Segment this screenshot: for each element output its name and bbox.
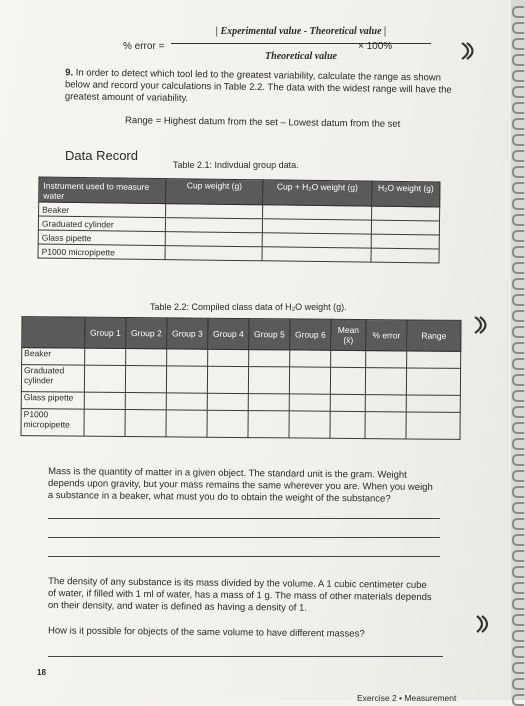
table2-header: Group 1 (85, 317, 126, 348)
spiral-ring (512, 150, 524, 162)
table2-header: Range (407, 320, 461, 351)
spiral-ring (512, 550, 524, 562)
data-cell[interactable] (290, 350, 331, 367)
table2-header: % error (366, 320, 407, 351)
page-number: 18 (37, 668, 46, 677)
spiral-ring (512, 294, 524, 306)
spiral-ring (512, 342, 524, 354)
table2-header: Group 5 (249, 319, 290, 350)
spiral-ring (512, 582, 524, 594)
table2-header: Mean (x̄) (331, 319, 366, 350)
spiral-ring (512, 134, 524, 146)
data-record-heading: Data Record (65, 148, 138, 163)
table1-header: Instrument used to measure water (39, 177, 166, 204)
data-cell[interactable] (166, 410, 207, 437)
spiral-ring (512, 422, 524, 434)
data-cell[interactable] (365, 368, 406, 395)
spiral-ring (512, 502, 524, 514)
audio-icon (458, 40, 480, 62)
data-cell[interactable] (248, 394, 289, 411)
data-cell[interactable] (84, 392, 125, 409)
data-cell[interactable] (262, 233, 371, 248)
data-cell[interactable] (207, 410, 248, 437)
spiral-ring (512, 214, 524, 226)
formula-denominator: Theoretical value (265, 51, 337, 62)
answer-line[interactable] (48, 556, 440, 557)
spiral-ring (512, 486, 524, 498)
data-cell[interactable] (371, 234, 439, 249)
data-cell[interactable] (125, 409, 166, 436)
row-label: Graduated cylinder (38, 216, 165, 232)
data-cell[interactable] (166, 366, 207, 393)
footer-section: Exercise 2 • Measurement (357, 693, 457, 703)
data-cell[interactable] (84, 409, 125, 436)
data-cell[interactable] (406, 412, 460, 439)
table-compiled-class-data (20, 316, 461, 440)
formula-label: % error = (123, 41, 165, 52)
data-cell[interactable] (365, 395, 406, 412)
data-cell[interactable] (371, 220, 439, 235)
spiral-ring (512, 38, 524, 50)
data-cell[interactable] (125, 365, 166, 392)
data-cell[interactable] (289, 394, 330, 411)
data-cell[interactable] (263, 205, 372, 220)
data-cell[interactable] (126, 348, 167, 365)
density-question: How is it possible for objects of the same volume to have different masses? (47, 625, 365, 640)
data-cell[interactable] (289, 411, 330, 438)
question-9-text: In order to detect which tool led to the greatest variability, calculate the range as shown below and record your calculations in Table 2.2. The data with the widest range will have the greatest amount of variability. (64, 67, 452, 104)
range-formula: Range = Highest datum from the set – Lowest datum from the set (124, 115, 401, 130)
data-cell[interactable] (249, 350, 290, 367)
spiral-ring (512, 566, 524, 578)
data-cell[interactable] (207, 393, 248, 410)
spiral-ring (512, 678, 524, 690)
spiral-ring (512, 102, 524, 114)
data-cell[interactable] (330, 411, 365, 438)
spiral-ring (512, 614, 524, 626)
spiral-ring (512, 54, 524, 66)
spiral-ring (512, 438, 524, 450)
spiral-ring (512, 646, 524, 658)
spiral-ring (512, 694, 524, 706)
spiral-ring (512, 374, 524, 386)
row-label: Glass pipette (38, 230, 165, 246)
spiral-ring (512, 310, 524, 322)
data-cell[interactable] (85, 348, 126, 365)
audio-icon (472, 613, 494, 635)
spiral-ring (512, 86, 524, 98)
data-cell[interactable] (262, 219, 371, 234)
question-9-number: 9. (65, 67, 74, 79)
table-row (21, 409, 460, 440)
spiral-ring (512, 470, 524, 482)
data-cell[interactable] (166, 393, 207, 410)
spiral-ring (512, 406, 524, 418)
spiral-ring (512, 534, 524, 546)
table2-header: Group 6 (290, 319, 331, 350)
spiral-ring (512, 22, 524, 34)
answer-line[interactable] (48, 518, 440, 519)
data-cell[interactable] (366, 351, 407, 368)
row-label: P1000 micropipette (38, 244, 165, 260)
data-cell[interactable] (365, 412, 406, 439)
spiral-ring (512, 518, 524, 530)
row-label: Graduated cylinder (21, 365, 84, 393)
spiral-ring (512, 326, 524, 338)
mass-paragraph: Mass is the quantity of matter in a given object. The standard unit is the gram. Weight depends upon gravity, but your mass remains the same wherever you are. When you weigh a substance in a beaker, what must you do to obtain the weight of the substance? (47, 465, 433, 505)
spiral-ring (512, 630, 524, 642)
table2-header: Group 4 (208, 318, 249, 349)
table1-caption: Table 2.1: Indivdual group data. (173, 160, 299, 170)
formula-numerator: | Experimental value - Theoretical value | (171, 26, 431, 44)
data-cell[interactable] (262, 247, 371, 262)
spiral-ring (512, 182, 524, 194)
data-cell[interactable] (371, 248, 439, 263)
data-cell[interactable] (330, 367, 365, 394)
spiral-ring (512, 598, 524, 610)
table2-caption: Table 2.2: Compiled class data of H₂O weight (g). (150, 302, 347, 312)
row-label: Beaker (22, 348, 85, 366)
question-9 (65, 67, 455, 108)
spiral-ring (512, 166, 524, 178)
formula-multiplier: × 100% (358, 41, 393, 52)
answer-line[interactable] (48, 656, 443, 657)
spiral-ring (512, 198, 524, 210)
spiral-binding (511, 0, 525, 700)
data-cell[interactable] (165, 246, 262, 261)
data-cell[interactable] (165, 232, 262, 247)
table2-header: Group 2 (126, 317, 167, 348)
data-cell[interactable] (125, 392, 166, 409)
data-cell[interactable] (406, 395, 460, 412)
data-cell[interactable] (331, 350, 366, 367)
spiral-ring (512, 662, 524, 674)
data-cell[interactable] (165, 218, 262, 233)
spiral-ring (512, 70, 524, 82)
density-paragraph: The density of any substance is its mass divided by the volume. A 1 cubic centimeter cube of water, if filled with 1 ml of water, has a mass of 1 g. The mass of other materials depends on their density, and water is defined as having a density of 1. (47, 575, 432, 614)
data-cell[interactable] (407, 351, 461, 368)
audio-icon (471, 314, 493, 336)
table2-header (22, 317, 85, 349)
spiral-ring (512, 390, 524, 402)
data-cell[interactable] (372, 206, 440, 221)
row-label: Glass pipette (21, 392, 84, 410)
spiral-ring (512, 454, 524, 466)
spiral-ring (512, 6, 524, 18)
spiral-ring (512, 358, 524, 370)
table2-header: Group 3 (167, 318, 208, 349)
data-cell[interactable] (84, 365, 125, 392)
table1-header: Cup weight (g) (166, 179, 263, 205)
data-cell[interactable] (406, 368, 460, 395)
data-cell[interactable] (167, 349, 208, 366)
data-cell[interactable] (207, 366, 248, 393)
table1-header: Cup + H₂O weight (g) (263, 180, 372, 206)
table-individual-group-data (38, 177, 441, 264)
spiral-ring (512, 262, 524, 274)
data-cell[interactable] (248, 367, 289, 394)
table1-header: H₂O weight (g) (372, 181, 440, 207)
data-cell[interactable] (330, 394, 365, 411)
spiral-ring (512, 230, 524, 242)
row-label: P1000 micropipette (21, 409, 84, 437)
spiral-ring (512, 246, 524, 258)
table-row (21, 365, 460, 396)
answer-line[interactable] (48, 537, 440, 538)
data-cell[interactable] (289, 367, 330, 394)
data-cell[interactable] (166, 204, 263, 219)
spiral-ring (512, 118, 524, 130)
data-cell[interactable] (208, 349, 249, 366)
spiral-ring (512, 278, 524, 290)
row-label: Beaker (39, 202, 166, 218)
data-cell[interactable] (248, 411, 289, 438)
